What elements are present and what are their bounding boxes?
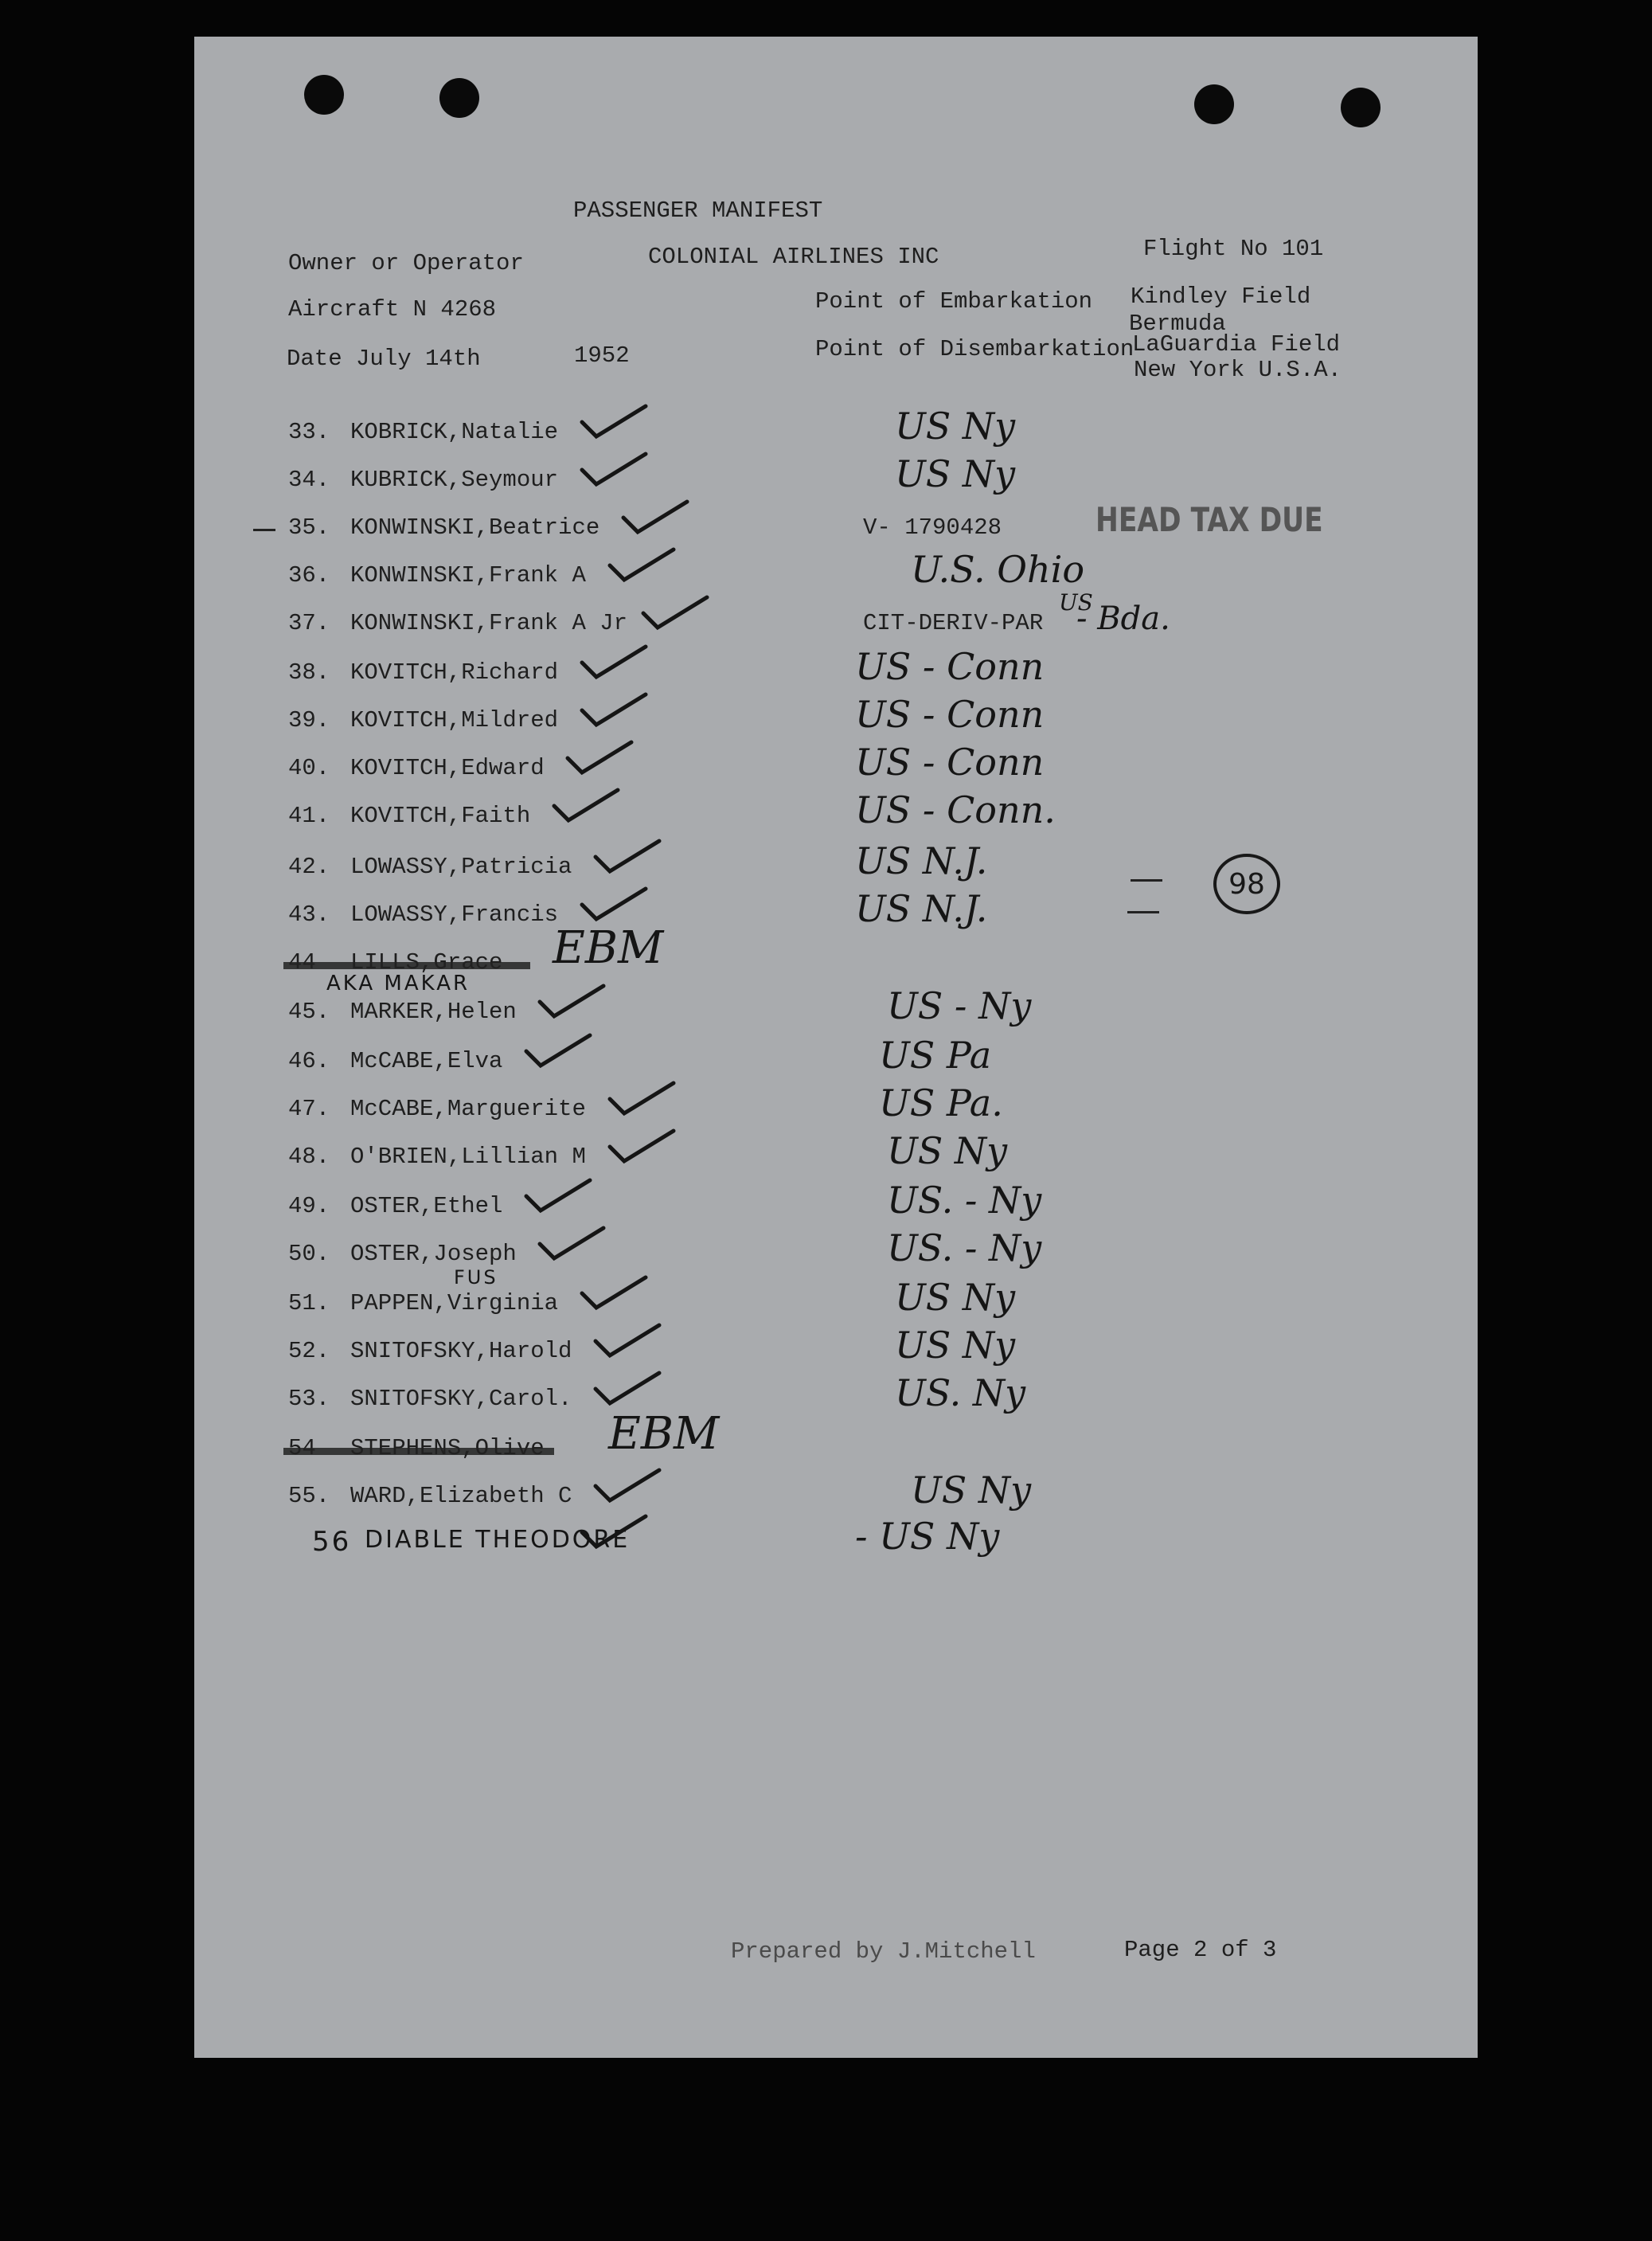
initials-mark: EBM (608, 1408, 720, 1460)
entry-note: US - Conn (855, 645, 1045, 688)
page-number: Page 2 of 3 (1124, 1937, 1277, 1963)
entry-note: US. Ny (895, 1371, 1026, 1414)
passenger-name: PAPPEN,Virginia (350, 1290, 559, 1316)
row-number: 39. (288, 707, 330, 733)
entry-note: US Ny (887, 1129, 1008, 1172)
entry-note: US N.J. (855, 839, 988, 882)
row-number: 45. (288, 999, 330, 1025)
checkmark-icon (579, 690, 650, 729)
row-number: 40. (288, 755, 330, 781)
passenger-name: McCABE,Marguerite (350, 1096, 586, 1122)
entry-note: US - Conn (855, 741, 1045, 784)
aircraft: Aircraft N 4268 (288, 296, 497, 323)
checkmark-icon (607, 1126, 678, 1166)
passenger-name: O'BRIEN,Lillian M (350, 1144, 586, 1170)
pencil-dash (1131, 879, 1162, 882)
checkmark-icon (523, 1031, 595, 1070)
checkmark-icon (592, 1465, 664, 1505)
checkmark-icon (551, 785, 623, 825)
entry-note: US N.J. (855, 887, 988, 930)
checkmark-icon (579, 642, 650, 682)
passenger-name: LOWASSY,Patricia (350, 854, 572, 880)
passenger-name: DIABLE THEODORE (365, 1526, 631, 1554)
passenger-name: SNITOFSKY,Carol. (350, 1386, 572, 1412)
row-number: 42. (288, 854, 330, 880)
entry-note: US Pa (879, 1034, 992, 1077)
entry-note: U.S. Ohio (911, 548, 1085, 591)
punch-hole (1341, 88, 1381, 127)
passenger-name: SNITOFSKY,Harold (350, 1338, 572, 1364)
checkmark-icon (592, 1320, 664, 1360)
pencil-dash (1127, 911, 1159, 913)
passenger-name: LOWASSY,Francis (350, 901, 559, 928)
checkmark-icon (640, 593, 712, 632)
passenger-name: KOBRICK,Natalie (350, 419, 559, 445)
aka-annotation: AKA MAKAR (326, 972, 471, 995)
entry-note: US - Ny (887, 984, 1032, 1027)
checkmark-icon (523, 1175, 595, 1215)
owner-label: Owner or Operator (288, 250, 524, 276)
passenger-name: KOVITCH,Edward (350, 755, 545, 781)
margin-dash (253, 529, 275, 531)
entry-note: US. - Ny (887, 1226, 1042, 1269)
row-number: 53. (288, 1386, 330, 1412)
embarkation-label: Point of Embarkation (815, 288, 1093, 315)
passenger-name: KONWINSKI,Frank A (350, 562, 586, 589)
checkmark-icon (579, 884, 650, 924)
strikethrough-line (283, 962, 530, 969)
passenger-name: KOVITCH,Richard (350, 659, 559, 686)
entry-note: US Ny (895, 405, 1016, 448)
passenger-name: KOVITCH,Mildred (350, 707, 559, 733)
row-number: 48. (288, 1144, 330, 1170)
checkmark-icon (579, 401, 650, 441)
row-number: 35. (288, 514, 330, 541)
checkmark-icon (537, 981, 608, 1021)
checkmark-icon (620, 497, 692, 537)
row-number: 36. (288, 562, 330, 589)
entry-note: US - Conn (855, 693, 1045, 736)
row-number: 51. (288, 1290, 330, 1316)
head-tax-stamp: HEAD TAX DUE (1095, 500, 1323, 539)
entry-note: - US Ny (855, 1515, 1000, 1558)
disembarkation-value: LaGuardia Field (1132, 331, 1341, 358)
row-number: 49. (288, 1193, 330, 1219)
circled-number: 98 (1213, 854, 1280, 914)
disembarkation-value-2: New York U.S.A. (1134, 357, 1342, 383)
entry-note: US Ny (911, 1469, 1032, 1512)
entry-note: CIT-DERIV-PAR (863, 610, 1044, 636)
entry-note: US Pa. (879, 1081, 1003, 1124)
disembarkation-label: Point of Disembarkation (815, 336, 1135, 362)
entry-note: US. - Ny (887, 1179, 1042, 1222)
row-number: 55. (288, 1483, 330, 1509)
passenger-name: KONWINSKI,Frank A Jr (350, 610, 628, 636)
passenger-name: OSTER,Ethel (350, 1193, 503, 1219)
passenger-name: KONWINSKI,Beatrice (350, 514, 600, 541)
row-number: 46. (288, 1048, 330, 1074)
row-number: 43. (288, 901, 330, 928)
manifest-page (194, 37, 1478, 2058)
entry-note: US Ny (895, 1276, 1016, 1319)
passenger-name: WARD,Elizabeth C (350, 1483, 572, 1509)
strikethrough-line (283, 1448, 554, 1455)
punch-hole (1194, 84, 1234, 124)
entry-note: US - Conn. (855, 788, 1056, 831)
year: 1952 (574, 342, 630, 369)
passenger-name: McCABE,Elva (350, 1048, 503, 1074)
row-number: 33. (288, 419, 330, 445)
prepared-by: Prepared by J.Mitchell (731, 1938, 1036, 1965)
checkmark-icon (537, 1223, 608, 1263)
entry-note-suffix: - Bda. (1076, 600, 1170, 637)
row-number: 52. (288, 1338, 330, 1364)
embarkation-value-2: Bermuda (1129, 311, 1226, 337)
checkmark-icon (564, 737, 636, 777)
initials-mark: EBM (553, 922, 664, 974)
checkmark-icon (607, 1078, 678, 1118)
entry-note: US Ny (895, 1324, 1016, 1367)
embarkation-value: Kindley Field (1131, 284, 1311, 310)
checkmark-icon (579, 1512, 650, 1551)
checkmark-icon (579, 449, 650, 489)
checkmark-icon (592, 836, 664, 876)
row-number: 38. (288, 659, 330, 686)
owner-value: COLONIAL AIRLINES INC (648, 244, 939, 270)
checkmark-icon (579, 1273, 650, 1312)
row-number: 41. (288, 803, 330, 829)
checkmark-icon (607, 545, 678, 585)
punch-hole (304, 75, 344, 115)
row-number: 34. (288, 467, 330, 493)
entry-note-superscript: US (1059, 589, 1093, 616)
row-number: 37. (288, 610, 330, 636)
entry-note: V- 1790428 (863, 514, 1002, 541)
entry-note: US Ny (895, 452, 1016, 495)
passenger-name: MARKER,Helen (350, 999, 517, 1025)
row-number: 47. (288, 1096, 330, 1122)
punch-hole (439, 78, 479, 118)
above-annotation: FUS (454, 1266, 498, 1289)
passenger-name: OSTER,Joseph (350, 1241, 517, 1267)
passenger-name: KOVITCH,Faith (350, 803, 531, 829)
row-number: 56 (312, 1526, 352, 1558)
page-title: PASSENGER MANIFEST (573, 198, 823, 224)
flight-number: Flight No 101 (1143, 236, 1324, 262)
date: Date July 14th (287, 346, 481, 372)
row-number: 50. (288, 1241, 330, 1267)
checkmark-icon (592, 1368, 664, 1408)
passenger-name: KUBRICK,Seymour (350, 467, 559, 493)
